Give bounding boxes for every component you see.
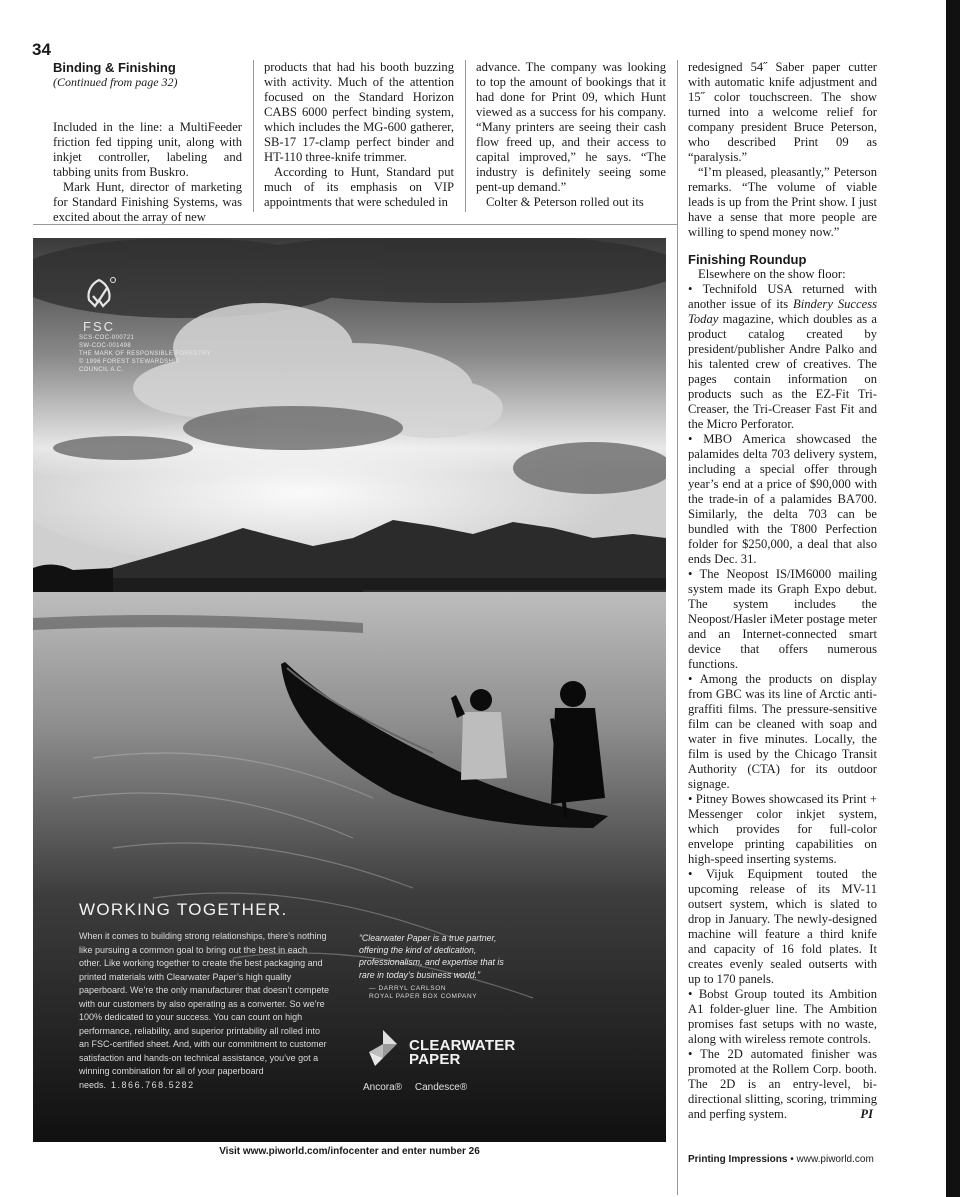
col3-paragraph-1: advance. The company was looking to top the amount of bookings that it had done for Print 09, which Hunt viewed as a success for his company. “Many printers are seeing their cash flow freed up, and their access to capital improved,” he says. “The industry is definitely seeing some pent-up demand.” <box>476 60 666 194</box>
roundup-item-neopost: • The Neopost IS/IM6000 mailing system made its Graph Expo debut. The system includes the Neopost/Hasler iMeter postage meter and an Internet-connected smart device that offers numerous functions. <box>688 567 877 671</box>
roundup-item-technifold: • Technifold USA returned with another issue of its Bindery Success Today magazine, which doubles as a product catalog created by president/publisher Andre Palko and his talented crew of creatives. The pages contain information on products such as the EZ-Fit Tri-Creaser, the Tri-Creaser Fast Fit and the Micro Perforator. <box>688 282 878 431</box>
publication-name: Printing Impressions <box>688 1154 788 1165</box>
continued-note: (Continued from page 32) <box>53 75 178 89</box>
end-signature: PI <box>860 1107 873 1121</box>
ad-phone-number: 1.866.768.5282 <box>111 1079 195 1090</box>
finishing-roundup-subhead: Finishing Roundup <box>688 252 807 267</box>
brand-ancora: Ancora® <box>363 1082 403 1093</box>
roundup-item-pitney-bowes: • Pitney Bowes showcased its Print + Messenger color inkjet system, which provides for full-color envelope printing capabilities on high-speed inserting systems. <box>688 792 877 866</box>
roundup-item-bobst: • Bobst Group touted its Ambition A1 folder-gluer line. The Ambition promises fast setups with no waste, along with wireless remote controls. <box>688 987 877 1046</box>
col1-paragraph-1: Included in the line: a MultiFeeder friction fed tipping unit, along with inkjet controller, labeling and tabbing units from Buskro. <box>53 120 242 179</box>
roundup-item-vijuk: • Vijuk Equipment touted the upcoming release of its MV-11 outsert system, which is slated to drop in January. The newly-designed machine will feature a third knife and capacity of 16 fold plates. It creates evenly sealed outserts with up to 170 panels. <box>688 867 877 986</box>
article-column-3 <box>476 60 666 210</box>
column-divider <box>253 60 254 212</box>
fsc-copyright-1: © 1996 FOREST STEWARDSHIP <box>79 359 180 365</box>
fsc-code-1: SCS-COC-000721 <box>79 335 135 341</box>
ad-headline: WORKING TOGETHER. <box>79 900 288 919</box>
column-divider <box>677 60 678 1195</box>
col2-paragraph-1: products that had his booth buzzing with activity. Much of the attention focused on the Standard Horizon CABS 6000 perfect binding system, which includes the MG-600 gatherer, SB-17 17-clamp perfect binder and HT-110 three-knife trimmer. <box>264 60 454 164</box>
roundup-item-gbc: • Among the products on display from GBC was its line of Arctic anti-graffiti films. The pressure-sensitive film can be cleaned with soap and water in five minutes. Locally, the film is used by the Chicago Transit Authority (CTA) for its outdoor signage. <box>688 672 877 791</box>
clearwater-paper-advertisement[interactable] <box>33 238 666 1142</box>
ad-body-copy: When it comes to building strong relationships, there’s nothing like pursuing a common goal to bring out the best in each other. Like working together to create the best packaging and printed materials with Clearwater Paper’s high quality paperboard. We’re the only manufacturer that doesn’t compete with our customers by also operating as a converter. So we’re 100% dedicated to your success. You can count on high performance, reliability, and superior printability all rolled into an FSC-certified sheet. And, with our commitment to customer satisfaction and hands-on technical assistance, you’ve got a winning combination for all of your paperboard needs. 1.866.768.5282 <box>79 931 329 1090</box>
brand-candesce: Candesce® <box>414 1082 468 1093</box>
testimonial-attribution: — DARRYL CARLSON ROYAL PAPER BOX COMPANY <box>369 985 478 1000</box>
fsc-copyright-2: COUNCIL A.C. <box>79 367 124 373</box>
column-divider <box>465 60 466 212</box>
publication-url[interactable]: www.piworld.com <box>796 1154 874 1165</box>
col4-paragraph-2: “I’m pleased, pleasantly,” Peterson remarks. “The volume of viable leads is up from the Print show. I just have a sense that more people are willing to spend money now.” <box>688 165 877 239</box>
fsc-code-2: SW-COC-001498 <box>79 343 132 349</box>
infocenter-callout: Visit www.piworld.com/infocenter and enter number 26 <box>219 1146 480 1157</box>
fsc-tagline: THE MARK OF RESPONSIBLE FORESTRY <box>79 351 212 357</box>
page-number: 34 <box>32 40 51 59</box>
fsc-certification-block <box>79 274 211 374</box>
clearwater-brand-name: CLEARWATER PAPER <box>409 1037 516 1068</box>
page-footer: Printing Impressions • www.piworld.com <box>688 1154 874 1165</box>
article-column-1 <box>53 60 242 225</box>
col2-paragraph-2: According to Hunt, Standard put much of its emphasis on VIP appointments that were scheduled in <box>264 165 454 209</box>
fsc-logo-text: FSC <box>83 319 115 334</box>
fsc-tree-check-icon <box>79 274 119 314</box>
article-column-4 <box>688 60 877 1122</box>
roundup-item-rollem: • The 2D automated finisher was promoted at the Rollem Corp. booth. The 2D is an entry-level, bi-directional slitting, scoring, trimming and perfing system. PI <box>688 1047 877 1121</box>
roundup-item-mbo: • MBO America showcased the palamides delta 703 delivery system, including a special offer through year’s end at a price of $90,000 with the trade-in of a palamides BA700. Similarly, the delta 703 can be bundled with the T800 Perfection folder for $250,000, a deal that also ends Dec. 31. <box>688 432 877 566</box>
article-column-2 <box>264 60 454 210</box>
roundup-intro: Elsewhere on the show floor: <box>698 267 846 281</box>
col3-paragraph-2: Colter & Peterson rolled out its <box>486 195 644 209</box>
testimonial-quote: “Clearwater Paper is a true partner, offering the kind of dedication, professionalism, and expertise that is rare in today’s business world.” <box>359 933 504 980</box>
product-brands <box>363 1082 477 1093</box>
section-title: Binding & Finishing <box>53 60 176 75</box>
col4-paragraph-1: redesigned 54˝ Saber paper cutter with automatic knife adjustment and 15˝ color touchscreen. The show turned into a welcome relief for company president Bruce Peterson, who described Print 09 as “paralysis.” <box>688 60 877 164</box>
col1-paragraph-2: Mark Hunt, director of marketing for Standard Finishing Systems, was excited about the array of new <box>53 180 242 224</box>
horizontal-rule <box>33 224 677 225</box>
page-spine-edge <box>946 0 960 1197</box>
clearwater-logo-icon <box>363 1028 403 1068</box>
